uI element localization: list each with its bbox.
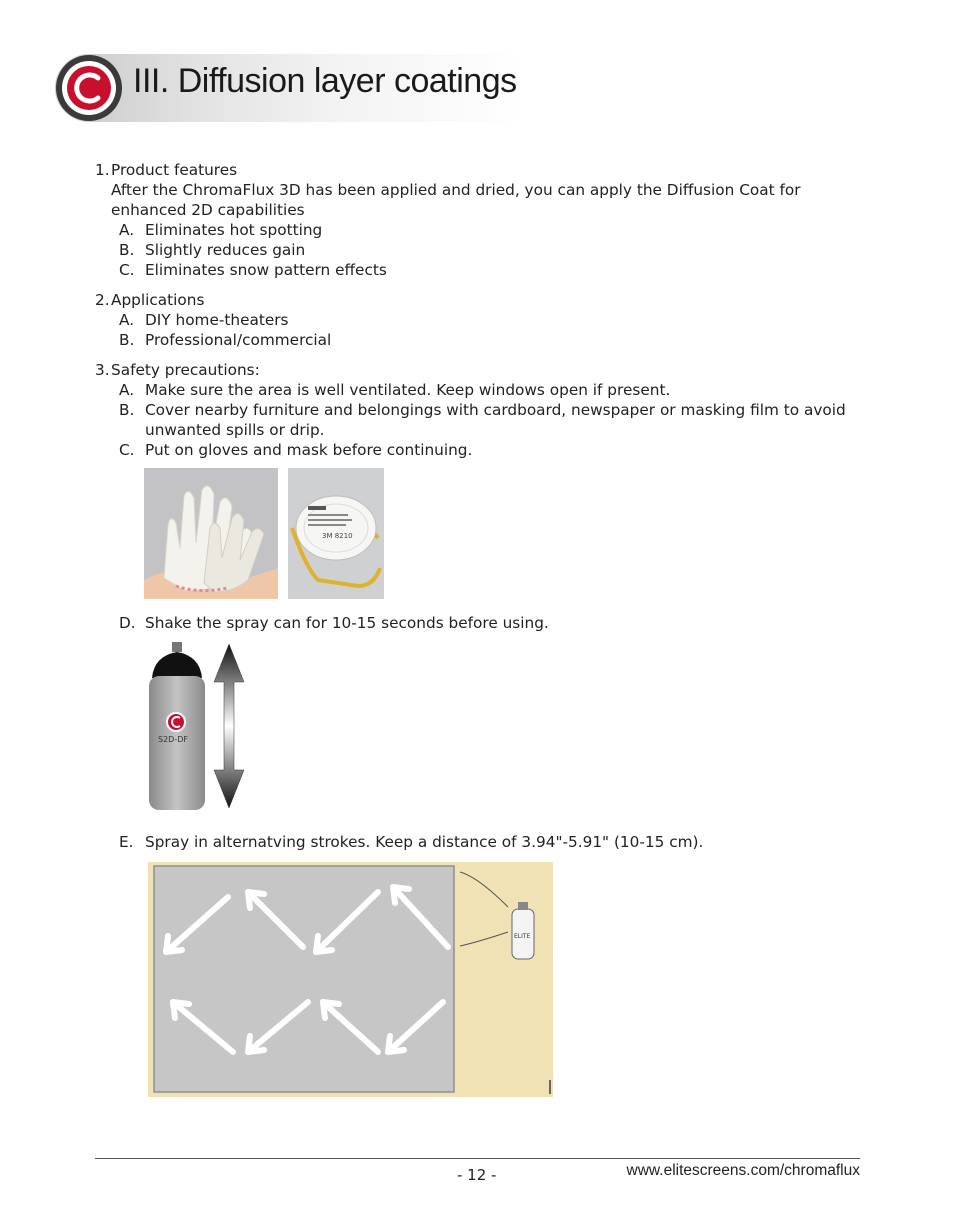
item-letter: A.: [119, 381, 135, 399]
item-letter: C.: [119, 441, 135, 459]
section-product-features: [95, 160, 855, 280]
page-title: III. Diffusion layer coatings: [133, 62, 517, 100]
list-item: Spray in alternatving strokes. Keep a distance of 3.94"-5.91" (10-15 cm).: [145, 833, 704, 851]
list-item: Put on gloves and mask before continuing.: [145, 441, 473, 459]
mini-can-label: ELITE: [514, 933, 531, 940]
list-item: Eliminates snow pattern effects: [145, 261, 387, 279]
gloves-photo: [144, 468, 278, 599]
item-letter: C.: [119, 261, 135, 279]
footer-divider: [95, 1158, 860, 1159]
item-letter: A.: [119, 221, 135, 239]
section-heading: Safety precautions:: [111, 361, 260, 379]
item-e: [119, 832, 703, 852]
spray-pattern-diagram: [148, 862, 553, 1097]
section-heading: Product features: [111, 161, 238, 179]
item-letter: A.: [119, 311, 135, 329]
brand-logo-icon: [55, 54, 123, 122]
list-item: Eliminates hot spotting: [145, 221, 323, 239]
footer-website-link[interactable]: www.elitescreens.com/chromaflux: [626, 1162, 860, 1179]
list-item: Professional/commercial: [145, 331, 332, 349]
can-label: S2D-DF: [158, 735, 188, 744]
item-letter: D.: [119, 614, 136, 632]
list-item: Cover nearby furniture and belongings with cardboard, newspaper or masking film to avoid unwanted spills or drip.: [145, 401, 846, 439]
list-item: DIY home-theaters: [145, 311, 289, 329]
item-d: [119, 613, 549, 633]
item-letter: B.: [119, 401, 135, 419]
respirator-mask-photo: [288, 468, 384, 599]
spray-can-illustration: [146, 642, 246, 812]
section-number: 1.: [95, 161, 110, 179]
item-letter: E.: [119, 833, 134, 851]
mask-label: 3M 8210: [322, 532, 353, 540]
section-heading: Applications: [111, 291, 205, 309]
list-item: Make sure the area is well ventilated. Keep windows open if present.: [145, 381, 671, 399]
item-letter: B.: [119, 241, 135, 259]
section-number: 2.: [95, 291, 110, 309]
section-intro: After the ChromaFlux 3D has been applied and dried, you can apply the Diffusion Coat for enhanced 2D capabilities: [111, 181, 801, 219]
content-body: [95, 160, 855, 470]
item-letter: B.: [119, 331, 135, 349]
section-applications: [95, 290, 855, 350]
section-number: 3.: [95, 361, 110, 379]
list-item: Shake the spray can for 10-15 seconds before using.: [145, 614, 549, 632]
list-item: Slightly reduces gain: [145, 241, 306, 259]
page-number: - 12 -: [457, 1166, 497, 1184]
section-safety: [95, 360, 855, 460]
